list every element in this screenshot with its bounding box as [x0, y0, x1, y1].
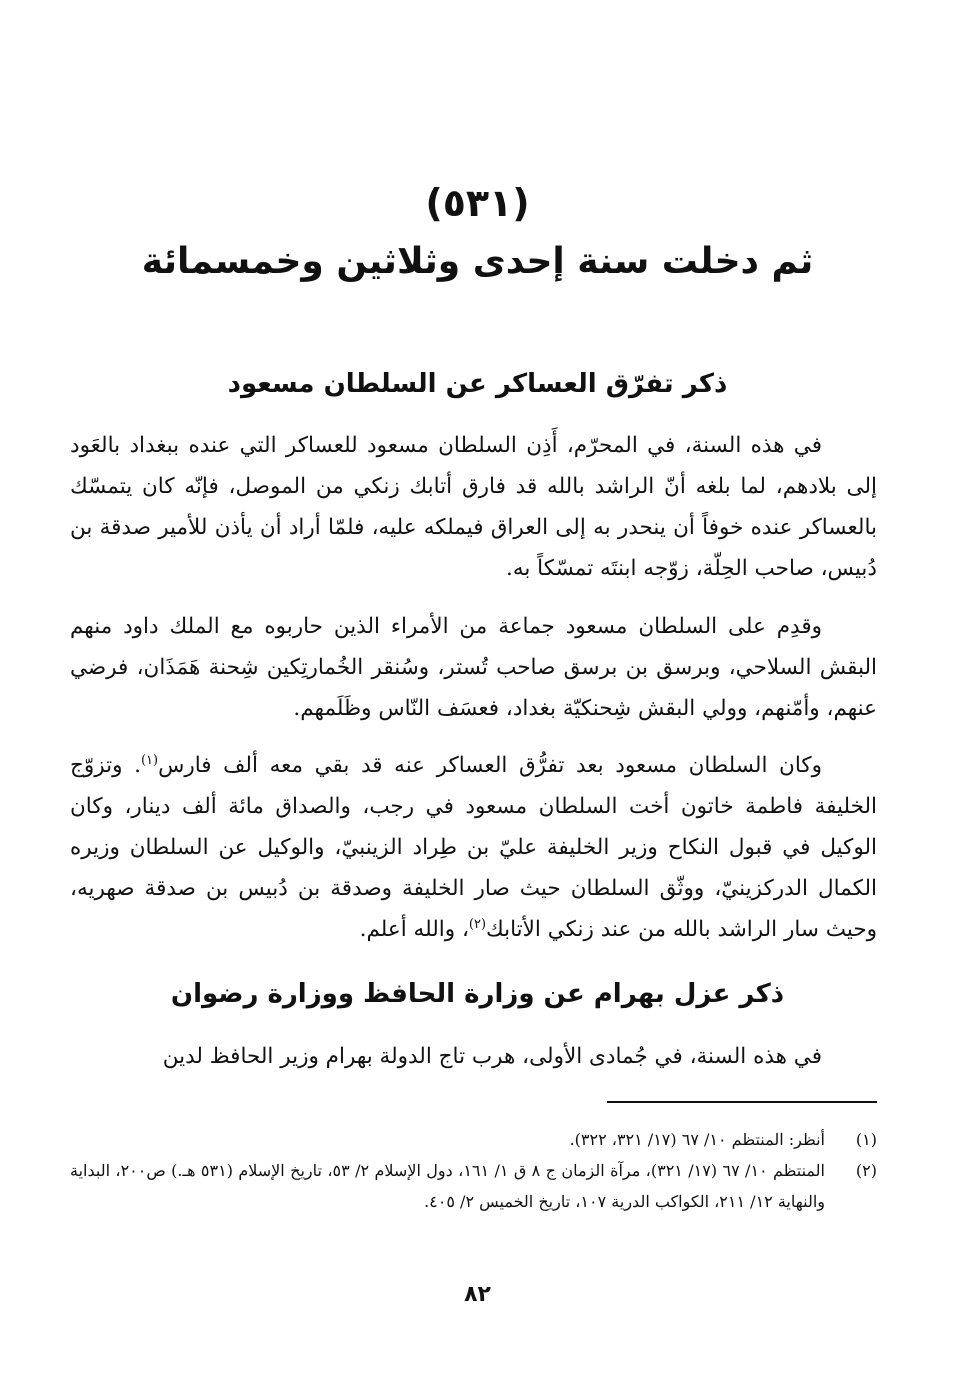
footnote-marker: (٢)	[855, 1161, 877, 1180]
footnote-text: أنظر: المنتظم ١٠/ ٦٧ (١٧/ ٣٢١، ٣٢٢).	[569, 1130, 825, 1149]
paragraph-text: في هذه السنة، في المحرّم، أَذِن السلطان مسعود للعساكر التي عنده ببغداد بالعَود إلى بلادهم، لما بلغه أنّ الراشد بالله قد فارق أتابك زنكي من الموصل، فإنّه كان يتمسّك بالعساكر عنده خوفاً أن ينحدر به إلى العراق فيملكه عليه، فلمّا أراد أن يأذن للأمير صدقة بن دُبيس، صاحب الحِلّة، زوّجه ابنتَه تمسّكاً به.	[70, 433, 877, 581]
paragraph	[70, 745, 877, 950]
section-heading-bahram-dismissal: ذكر عزل بهرام عن وزارة الحافظ ووزارة رضوان	[170, 979, 785, 1009]
paragraph-text: . وتزوّج الخليفة فاطمة خاتون أخت السلطان مسعود في رجب، والصداق مائة ألف دينار، وكان الوكيل في قبول النكاح وزير الخليفة عليّ بن طِراد الزينبيّ، والوكيل عن السلطان وزيره الكمال الدركزينيّ، ووثّق السلطان حيث صار الخليفة وصدقة بن دُبيس بن صدقة صهريه، وحيث سار الراشد بالله من عند زنكي الأتابك	[70, 753, 877, 942]
paragraph-text: وقدِم على السلطان مسعود جماعة من الأمراء الذين حاربوه مع الملك داود منهم البقش السلاحي، وبرسق بن برسق صاحب تُستر، وسُنقر الخُمارتِكين شِحنة هَمَذَان، فرضي عنهم، وأمّنهم، وولي البقش شِحنكيّة بغداد، فعسَف النّاس وظَلَمهم.	[70, 614, 877, 721]
page-number: ٨٢	[464, 1282, 491, 1307]
year-number: (٥٣١)	[425, 181, 530, 225]
footnotes	[70, 1124, 877, 1217]
footnote-reference[interactable]: (١)	[140, 752, 159, 768]
paragraph	[70, 1036, 877, 1077]
paragraph-text: في هذه السنة، في جُمادى الأولى، هرب تاج الدولة بهرام وزير الحافظ لدين	[162, 1044, 822, 1069]
footnote-marker: (١)	[855, 1130, 877, 1149]
footnote	[70, 1155, 877, 1217]
paragraph-text: وكان السلطان مسعود بعد تفرُّق العساكر عنه قد بقي معه ألف فارس	[158, 753, 822, 778]
footnote-separator	[607, 1101, 877, 1103]
footnote-reference[interactable]: (٢)	[468, 916, 487, 932]
footnote-text: المنتظم ١٠/ ٦٧ (١٧/ ٣٢١)، مرآة الزمان ج ٨ ق ١/ ١٦١، دول الإسلام ٢/ ٥٣، تاريخ الإسلام (٥٣١ هـ.) ص٢٠٠، البداية والنهاية ١٢/ ٢١١، الكواكب الدرية ١٠٧، تاريخ الخميس ٢/ ٤٠٥.	[70, 1161, 826, 1211]
paragraph	[70, 606, 877, 729]
footnote	[70, 1124, 877, 1155]
paragraph	[70, 425, 877, 589]
section-heading-army-dispersal: ذكر تفرّق العساكر عن السلطان مسعود	[227, 369, 728, 399]
year-title: ثم دخلت سنة إحدى وثلاثين وخمسمائة	[141, 241, 814, 282]
paragraph-text: ، والله أعلم.	[359, 917, 469, 942]
